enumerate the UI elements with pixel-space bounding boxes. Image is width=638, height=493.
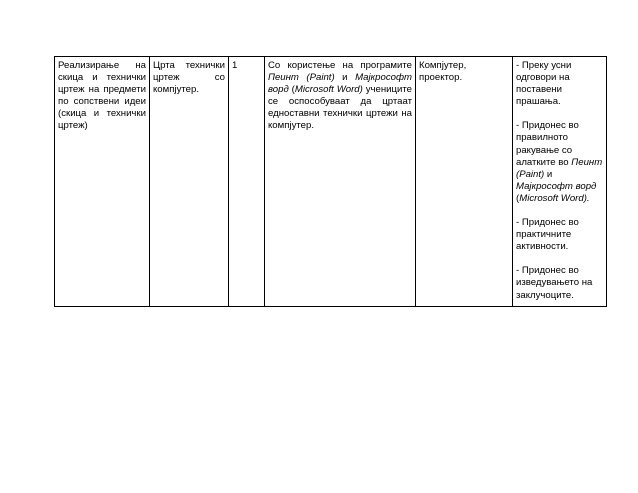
method-text-2: и xyxy=(334,72,356,84)
outcome-text: ( xyxy=(516,192,520,204)
word-program-name-cyrillic: Мајкрософт ворд xyxy=(268,72,412,96)
content-text: Црта технички цртеж со компјутер. xyxy=(153,60,225,96)
outcome-item: - Преку усни одговори на поставени прашања. xyxy=(516,60,572,108)
hours-cell xyxy=(229,57,265,307)
method-text-1: Со користење на програмите xyxy=(268,60,412,71)
outcome-item: - Придонес во изведувањето на заклучоците. xyxy=(516,265,593,301)
resources-cell xyxy=(416,57,513,307)
method-text-3: ( xyxy=(288,84,295,96)
table-row xyxy=(55,57,607,307)
word-program-name-latin: Microsoft Word) xyxy=(294,84,363,96)
word-program-name-latin: Microsoft Word). xyxy=(519,192,590,204)
outcome-text: и xyxy=(544,168,553,180)
content-cell xyxy=(150,57,229,307)
word-program-name-cyrillic: Мајкрософт ворд xyxy=(516,180,597,192)
activity-cell xyxy=(55,57,150,307)
activity-text: Реализирање на скица и технички цртеж на предмети по сопствени идеи (скица и технички цртеж) xyxy=(58,60,146,132)
lesson-plan-table xyxy=(54,56,607,307)
outcome-item: - Придонес во практичните активности. xyxy=(516,217,579,253)
method-text-4: учениците се оспособуваат да цртаат едноставни технички цртежи на компјутер. xyxy=(268,84,412,132)
outcome-item xyxy=(516,120,603,205)
method-cell xyxy=(265,57,416,307)
outcomes-cell xyxy=(513,57,607,307)
outcome-text: - Придонес во правилното ракување со алатките во xyxy=(516,120,579,168)
paint-program-name: Пеинт (Paint) xyxy=(268,72,335,84)
hours-text: 1 xyxy=(232,60,238,71)
resources-text: Компјутер, проектор. xyxy=(419,60,467,84)
paint-program-name: Пеинт (Paint) xyxy=(516,156,603,180)
